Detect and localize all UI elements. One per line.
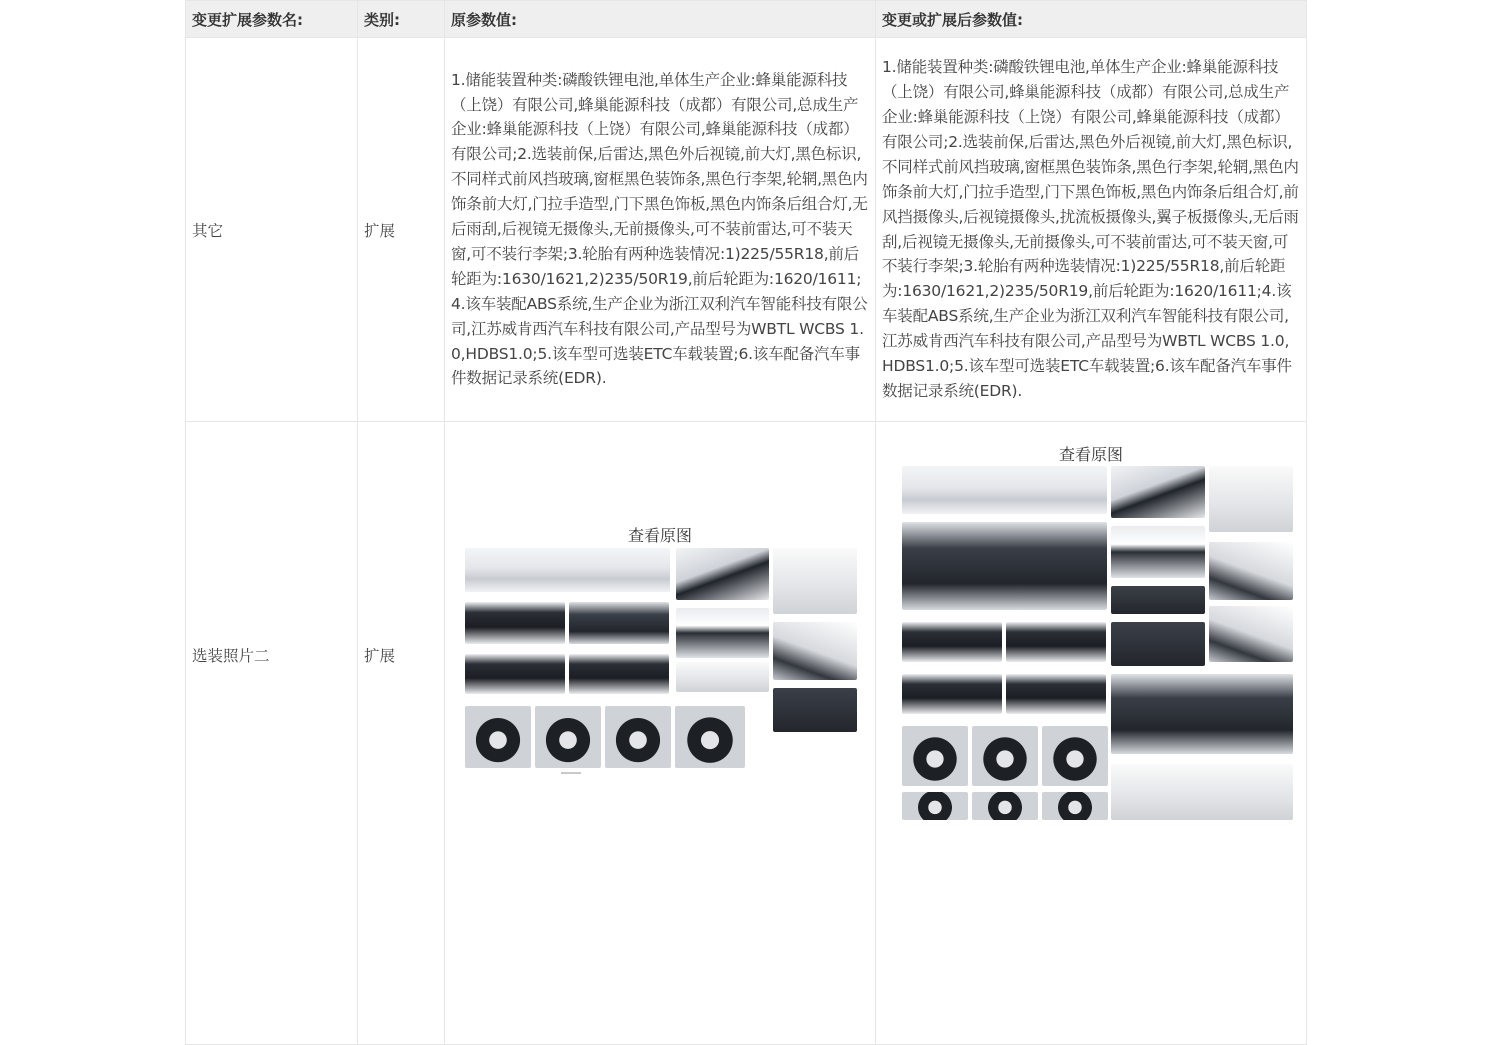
wheel-photo <box>675 706 745 768</box>
header-param-name: 变更扩展参数名: <box>186 1 358 38</box>
taillight-photo <box>1111 526 1205 578</box>
category-cell: 扩展 <box>358 422 445 1045</box>
sunroof-photo <box>902 674 1002 714</box>
wheel-photo <box>1042 792 1108 820</box>
rear-window-photo <box>902 522 1107 610</box>
wheel-photo <box>972 792 1038 820</box>
changed-photo-cell <box>876 422 1307 1045</box>
roof-rack-photo <box>569 654 669 694</box>
changed-photo-sheet[interactable] <box>882 422 1300 820</box>
original-photo-sheet[interactable] <box>451 422 869 820</box>
original-value-cell: 1.储能装置种类:磷酸铁锂电池,单体生产企业:蜂巢能源科技（上饶）有限公司,蜂巢能源科技（成都）有限公司,总成生产企业:蜂巢能源科技（上饶）有限公司,蜂巢能源科技（成都）有限公司;2.选装前保,后雷达,黑色外后视镜,前大灯,黑色标识,不同样式前风挡玻璃,窗框黑色装饰条,黑色行李架,轮辋,黑色内饰条前大灯,门拉手造型,门下黑色饰板,黑色内饰条后组合灯,无后雨刮,后视镜无摄像头,无前摄像头,可不装前雷达,可不装天窗,可不装行李架;3.轮胎有两种选装情况:1)225/55R18,前后轮距为:1630/1621,2)235/50R19,前后轮距为:1620/1611;4.该车装配ABS系统,生产企业为浙江双利汽车智能科技有限公司,江苏威肯西汽车科技有限公司,产品型号为WBTL WCBS 1.0,HDBS1.0;5.该车型可选装ETC车载装置;6.该车配备汽车事件数据记录系统(EDR). <box>445 38 876 422</box>
car-side-photo <box>902 466 1107 514</box>
header-original-value: 原参数值: <box>445 1 876 38</box>
roof-rack-photo <box>1006 674 1106 714</box>
original-photo-cell <box>445 422 876 1045</box>
mirror-camera-photo <box>1209 606 1293 662</box>
param-name-cell: 其它 <box>186 38 358 422</box>
headlight-photo <box>676 548 769 600</box>
view-original-link[interactable]: 查看原图 <box>627 526 692 545</box>
wheel-photo <box>902 726 968 786</box>
photo-caption <box>561 772 581 774</box>
door-handle-photo <box>773 548 857 614</box>
table-row <box>186 38 1307 422</box>
wheel-photo <box>535 706 601 768</box>
category-cell: 扩展 <box>358 38 445 422</box>
parameter-change-table <box>185 0 1307 1045</box>
changed-value-cell: 1.储能装置种类:磷酸铁锂电池,单体生产企业:蜂巢能源科技（上饶）有限公司,蜂巢能源科技（成都）有限公司,总成生产企业:蜂巢能源科技（上饶）有限公司,蜂巢能源科技（成都）有限公司;2.选装前保,后雷达,黑色外后视镜,前大灯,黑色标识,不同样式前风挡玻璃,窗框黑色装饰条,黑色行李架,轮辋,黑色内饰条前大灯,门拉手造型,门下黑色饰板,黑色内饰条后组合灯,前风挡摄像头,后视镜摄像头,扰流板摄像头,翼子板摄像头,无后雨刮,后视镜无摄像头,无前摄像头,可不装前雷达,可不装天窗,可不装行李架;3.轮胎有两种选装情况:1)225/55R18,前后轮距为:1630/1621,2)235/50R19,前后轮距为:1620/1611;4.该车装配ABS系统,生产企业为浙江双利汽车智能科技有限公司,江苏威肯西汽车科技有限公司,产品型号为WBTL WCBS 1.0,HDBS1.0;5.该车型可选装ETC车载装置;6.该车配备汽车事件数据记录系统(EDR). <box>876 38 1307 422</box>
car-side-photo <box>465 548 670 592</box>
wheel-photo <box>902 792 968 820</box>
mirror-photo <box>1209 542 1293 600</box>
roof-photo <box>465 602 565 644</box>
roof-photo <box>902 622 1002 662</box>
mirror-photo <box>773 622 857 680</box>
table-header-row <box>186 1 1307 38</box>
fender-camera-photo <box>1111 764 1293 820</box>
door-trim-photo <box>676 662 769 692</box>
windshield-photo <box>569 602 669 644</box>
sunroof-photo <box>465 654 565 694</box>
door-handle-photo <box>1209 466 1293 532</box>
camera-photo <box>773 688 857 732</box>
table-row <box>186 422 1307 1045</box>
taillight-photo <box>676 608 769 658</box>
wheel-photo <box>605 706 671 768</box>
front-camera-photo <box>1111 622 1205 666</box>
windshield-photo <box>1006 622 1106 662</box>
headlight-photo <box>1111 466 1205 518</box>
wheel-photo <box>465 706 531 768</box>
header-changed-value: 变更或扩展后参数值: <box>876 1 1307 38</box>
spoiler-camera-photo <box>1111 674 1293 754</box>
wheel-photo <box>972 726 1038 786</box>
param-name-cell: 选装照片二 <box>186 422 358 1045</box>
view-changed-link[interactable]: 查看原图 <box>1058 445 1123 464</box>
wheel-photo <box>1042 726 1108 786</box>
header-category: 类别: <box>358 1 445 38</box>
camera-photo <box>1111 586 1205 614</box>
